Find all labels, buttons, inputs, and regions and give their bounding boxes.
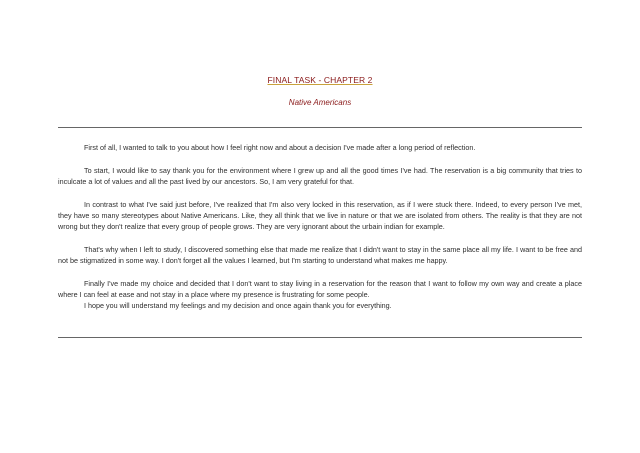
paragraph-closing: I hope you will understand my feelings and my decision and once again thank you for everything. — [84, 301, 392, 310]
top-divider — [58, 127, 582, 128]
paragraph-contrast: In contrast to what I've said just before, I've realized that I'm also very locked in this reservation, as if I were stuck there. Indeed, to every person I've met, they have so many stereotypes about Native Americans. Like, they all think that we live in nature or that we are isolated from others. The reality is that they are not wrong but they don't realize that every group of people grows. They are very ignorant about the urbain indian for example. — [58, 200, 582, 231]
document-subtitle: Native Americans — [288, 98, 352, 107]
bottom-divider — [58, 337, 582, 338]
paragraph-thanks: To start, I would like to say thank you for the environment where I grew up and all the good times I've had. The reservation is a big community that tries to inculcate a lot of values and all the past lived by our ancestors. So, I am very grateful for that. — [58, 166, 582, 186]
document-body — [58, 142, 582, 311]
paragraph-study: That's why when I left to study, I discovered something else that made me realize that I didn't want to stay in the same place all my life. I want to be free and not be stigmatized in some way. I don't forget all the values I learned, but I'm starting to understand what makes me happy. — [58, 245, 582, 265]
paragraph-intro: First of all, I wanted to talk to you about how I feel right now and about a decision I've made after a long period of reflection. — [84, 143, 476, 152]
paragraph-choice: Finally I've made my choice and decided that I don't want to stay living in a reservation for the reason that I want to follow my own way and create a place where I can feel at ease and not stay in a place where my presence is frustrating for some people. — [58, 279, 582, 299]
document-title: FINAL TASK - CHAPTER 2 — [267, 75, 373, 85]
